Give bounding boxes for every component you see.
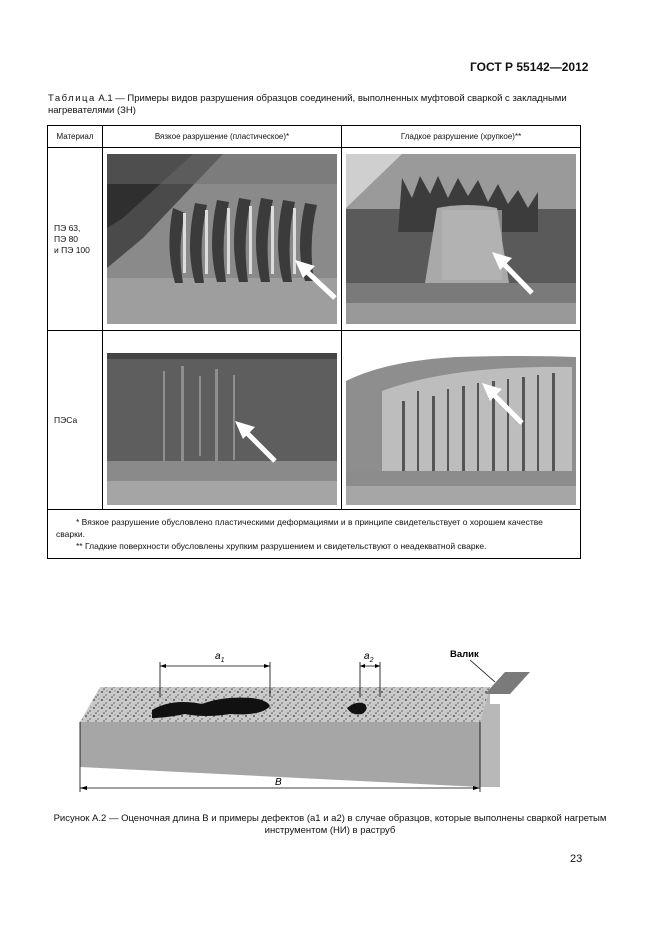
material-line: ПЭ 63, xyxy=(54,222,81,233)
table-caption-lead: Таблица xyxy=(48,93,96,104)
brittle-fracture-photo-pesa xyxy=(342,331,580,509)
table-caption-text: А.1 — Примеры видов разрушения образцов соединений, выполненных муфтовой сваркой с закладными нагревателями (ЗН) xyxy=(48,93,567,116)
table-notes-row xyxy=(48,510,581,559)
material-line: ПЭСа xyxy=(54,414,78,425)
material-cell xyxy=(48,331,103,510)
brittle-photo-cell xyxy=(342,331,581,510)
label-valik: Валик xyxy=(450,649,479,660)
label-a1: $a_1$ xyxy=(215,651,225,664)
brittle-fracture-photo-pe xyxy=(342,148,580,330)
ductile-fracture-photo-pesa xyxy=(103,331,341,509)
material-line: ПЭ 80 xyxy=(54,233,79,244)
label-a2: $a_2$ xyxy=(364,651,374,664)
valik-leader-line xyxy=(470,660,495,682)
valik-bead xyxy=(485,672,530,694)
table-header-row xyxy=(48,126,581,148)
col-header-ductile: Вязкое разрушение (пластическое)* xyxy=(103,126,342,148)
note-ductile: * Вязкое разрушение обусловлено пластическими деформациями и в принципе свидетельствует о хорошем качестве сварки. xyxy=(56,517,543,539)
fracture-table xyxy=(47,125,581,559)
page-number: 23 xyxy=(570,853,583,865)
material-cell xyxy=(48,148,103,331)
ductile-photo-cell xyxy=(103,331,342,510)
specimen-fracture-surface xyxy=(80,687,490,722)
col-header-material: Материал xyxy=(48,126,103,148)
table-notes xyxy=(48,510,581,559)
figure-caption: Рисунок А.2 — Оценочная длина B и примеры дефектов (a1 и a2) в случае образцов, которые выполнены сваркой нагретым инструментом (НИ) в раструб xyxy=(53,813,607,836)
ductile-fracture-photo-pe xyxy=(103,148,341,330)
material-line: и ПЭ 100 xyxy=(54,244,90,255)
col-header-brittle: Гладкое разрушение (хрупкое)** xyxy=(342,126,581,148)
brittle-photo-cell xyxy=(342,148,581,331)
table-caption xyxy=(48,93,588,117)
table-row xyxy=(48,148,581,331)
ductile-photo-cell xyxy=(103,148,342,331)
document-id: ГОСТ Р 55142—2012 xyxy=(470,60,589,74)
figure-a2-diagram xyxy=(60,642,560,802)
label-b: B xyxy=(275,777,282,788)
note-brittle: ** Гладкие поверхности обусловлены хрупким разрушением и свидетельствуют о неадекватной сварке. xyxy=(76,541,487,551)
table-row xyxy=(48,331,581,510)
